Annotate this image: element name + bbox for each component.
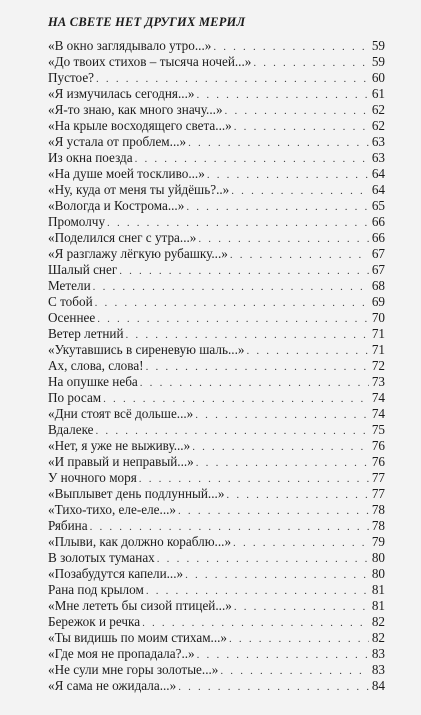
toc-entry-title: «Дни стоят всё дольше...» — [48, 406, 194, 421]
toc-entry — [48, 102, 385, 118]
toc-entry-title: У ночного моря — [48, 470, 137, 485]
toc-entry-page-number: 67 — [371, 262, 385, 277]
toc-entry-title: «Мне лететь бы сизой птицей...» — [48, 598, 232, 613]
dot-leader — [93, 279, 369, 295]
toc-entry — [48, 518, 385, 534]
toc-entry-title: «Плыви, как должно кораблю...» — [48, 534, 232, 549]
toc-entry-page-number: 78 — [371, 518, 385, 533]
toc-entry — [48, 486, 385, 502]
toc-entry — [48, 38, 385, 54]
dot-leader — [207, 167, 369, 183]
toc-entry-page-number: 79 — [371, 534, 385, 549]
toc-entry-page-number: 70 — [371, 310, 385, 325]
dot-leader — [142, 615, 369, 631]
toc-entry — [48, 70, 385, 86]
dot-leader — [196, 87, 369, 103]
toc-entry-title: Из окна поезда — [48, 150, 133, 165]
dot-leader — [186, 199, 369, 215]
toc-entry-page-number: 74 — [371, 406, 385, 421]
dot-leader — [107, 215, 369, 231]
toc-entry — [48, 502, 385, 518]
toc-entry — [48, 182, 385, 198]
dot-leader — [90, 519, 369, 535]
dot-leader — [197, 647, 369, 663]
toc-entry — [48, 374, 385, 390]
section-heading: НА СВЕТЕ НЕТ ДРУГИХ МЕРИЛ — [48, 15, 246, 29]
toc-entry-page-number: 75 — [371, 422, 385, 437]
toc-entry-page-number: 73 — [371, 374, 385, 389]
toc-entry-page-number: 59 — [371, 54, 385, 69]
toc-entry — [48, 422, 385, 438]
toc-entry — [48, 54, 385, 70]
dot-leader — [96, 71, 369, 87]
toc-entry-title: «Я измучилась сегодня...» — [48, 86, 195, 101]
toc-entry — [48, 630, 385, 646]
toc-entry — [48, 566, 385, 582]
dot-leader — [198, 231, 369, 247]
toc-entry-page-number: 60 — [371, 70, 385, 85]
toc-entry — [48, 86, 385, 102]
dot-leader — [140, 375, 369, 391]
toc-entry-page-number: 78 — [371, 502, 385, 517]
toc-entry-title: Рана под крылом — [48, 582, 144, 597]
toc-entry-page-number: 66 — [371, 214, 385, 229]
table-of-contents — [48, 38, 385, 694]
toc-entry-page-number: 84 — [371, 678, 385, 693]
toc-entry — [48, 134, 385, 150]
toc-entry-title: «На душе моей тоскливо...» — [48, 166, 205, 181]
toc-entry-page-number: 61 — [371, 86, 385, 101]
dot-leader — [230, 247, 369, 263]
toc-entry — [48, 646, 385, 662]
toc-entry — [48, 262, 385, 278]
toc-entry-page-number: 59 — [371, 38, 385, 53]
toc-entry-page-number: 63 — [371, 134, 385, 149]
toc-entry — [48, 406, 385, 422]
toc-entry — [48, 470, 385, 486]
dot-leader — [246, 343, 369, 359]
toc-entry-page-number: 64 — [371, 166, 385, 181]
dot-leader — [196, 455, 369, 471]
toc-entry-title: «Не сули мне горы золотые...» — [48, 662, 219, 677]
dot-leader — [157, 551, 369, 567]
toc-entry-page-number: 77 — [371, 486, 385, 501]
dot-leader — [220, 663, 369, 679]
toc-entry-title: Рябина — [48, 518, 88, 533]
toc-entry — [48, 534, 385, 550]
toc-entry-title: По росам — [48, 390, 102, 405]
toc-entry-page-number: 80 — [371, 566, 385, 581]
dot-leader — [234, 119, 369, 135]
dot-leader — [213, 39, 369, 55]
toc-entry-title: «В окно заглядывало утро...» — [48, 38, 212, 53]
toc-entry — [48, 294, 385, 310]
toc-entry — [48, 326, 385, 342]
dot-leader — [178, 503, 369, 519]
toc-entry — [48, 390, 385, 406]
toc-entry-page-number: 82 — [371, 630, 385, 645]
toc-entry-page-number: 62 — [371, 118, 385, 133]
toc-entry — [48, 310, 385, 326]
toc-entry-page-number: 66 — [371, 230, 385, 245]
toc-entry-title: «Я-то знаю, как много значу...» — [48, 102, 223, 117]
toc-entry-page-number: 80 — [371, 550, 385, 565]
toc-entry-page-number: 83 — [371, 646, 385, 661]
toc-entry-title: «До твоих стихов – тысяча ночей...» — [48, 54, 252, 69]
toc-entry — [48, 278, 385, 294]
toc-entry-title: «Вологда и Кострома...» — [48, 198, 185, 213]
toc-entry — [48, 550, 385, 566]
toc-entry — [48, 678, 385, 694]
toc-entry-page-number: 67 — [371, 246, 385, 261]
toc-entry-title: Осеннее — [48, 310, 96, 325]
dot-leader — [226, 487, 369, 503]
toc-entry — [48, 358, 385, 374]
dot-leader — [178, 679, 369, 695]
toc-entry-title: Шалый снег — [48, 262, 118, 277]
toc-entry-title: «Я устала от проблем...» — [48, 134, 187, 149]
toc-entry-title: «Нет, я уже не выживу...» — [48, 438, 191, 453]
toc-entry-title: «Поделился снег с утра...» — [48, 230, 197, 245]
toc-entry-title: Вдалеке — [48, 422, 94, 437]
dot-leader — [135, 151, 369, 167]
toc-entry-title: Ах, слова, слова! — [48, 358, 144, 373]
dot-leader — [185, 567, 369, 583]
toc-entry-page-number: 65 — [371, 198, 385, 213]
toc-entry — [48, 214, 385, 230]
toc-entry-page-number: 82 — [371, 614, 385, 629]
toc-entry — [48, 230, 385, 246]
toc-entry — [48, 166, 385, 182]
dot-leader — [253, 55, 369, 71]
dot-leader — [96, 423, 369, 439]
dot-leader — [97, 311, 369, 327]
toc-entry-page-number: 63 — [371, 150, 385, 165]
toc-entry — [48, 582, 385, 598]
dot-leader — [234, 599, 369, 615]
toc-entry-page-number: 64 — [371, 182, 385, 197]
toc-entry-page-number: 72 — [371, 358, 385, 373]
toc-entry-title: В золотых туманах — [48, 550, 155, 565]
toc-entry-title: На опушке неба — [48, 374, 138, 389]
toc-entry-page-number: 74 — [371, 390, 385, 405]
toc-entry-page-number: 68 — [371, 278, 385, 293]
toc-entry — [48, 118, 385, 134]
toc-entry-title: «Ну, куда от меня ты уйдёшь?..» — [48, 182, 230, 197]
toc-entry-title: «Я сама не ожидала...» — [48, 678, 177, 693]
toc-entry — [48, 598, 385, 614]
toc-entry-title: «Я разглажу лёгкую рубашку...» — [48, 246, 228, 261]
toc-entry — [48, 342, 385, 358]
toc-entry-title: «На крыле восходящего света...» — [48, 118, 232, 133]
toc-entry-page-number: 71 — [371, 342, 385, 357]
dot-leader — [139, 471, 369, 487]
toc-entry-page-number: 69 — [371, 294, 385, 309]
toc-entry-title: «Позабудутся капели...» — [48, 566, 184, 581]
toc-entry-page-number: 81 — [371, 582, 385, 597]
dot-leader — [188, 135, 369, 151]
dot-leader — [146, 583, 369, 599]
dot-leader — [225, 103, 369, 119]
toc-entry-page-number: 62 — [371, 102, 385, 117]
toc-entry — [48, 246, 385, 262]
toc-entry-title: Метели — [48, 278, 91, 293]
toc-entry-title: «Ты видишь по моим стихам...» — [48, 630, 228, 645]
toc-entry — [48, 198, 385, 214]
dot-leader — [192, 439, 369, 455]
dot-leader — [146, 359, 369, 375]
dot-leader — [233, 535, 369, 551]
toc-entry-page-number: 77 — [371, 470, 385, 485]
toc-entry-title: «Где моя не пропадала?..» — [48, 646, 195, 661]
dot-leader — [126, 327, 369, 343]
toc-entry-page-number: 81 — [371, 598, 385, 613]
toc-entry — [48, 614, 385, 630]
toc-entry-title: «И правый и неправый...» — [48, 454, 194, 469]
dot-leader — [103, 391, 369, 407]
dot-leader — [119, 263, 369, 279]
toc-entry — [48, 662, 385, 678]
dot-leader — [195, 407, 369, 423]
toc-entry-page-number: 76 — [371, 438, 385, 453]
toc-entry-page-number: 83 — [371, 662, 385, 677]
toc-entry — [48, 438, 385, 454]
toc-entry-title: С тобой — [48, 294, 93, 309]
toc-entry-title: Промолчу — [48, 214, 106, 229]
dot-leader — [229, 631, 369, 647]
toc-entry-title: «Выплывет день подлунный...» — [48, 486, 225, 501]
toc-entry-page-number: 76 — [371, 454, 385, 469]
toc-entry-title: «Тихо-тихо, еле-еле...» — [48, 502, 177, 517]
toc-entry — [48, 454, 385, 470]
dot-leader — [231, 183, 369, 199]
toc-entry-title: Ветер летний — [48, 326, 124, 341]
dot-leader — [95, 295, 369, 311]
toc-entry-title: Бережок и речка — [48, 614, 141, 629]
toc-entry-title: «Укутавшись в сиреневую шаль...» — [48, 342, 245, 357]
toc-entry — [48, 150, 385, 166]
toc-entry-page-number: 71 — [371, 326, 385, 341]
toc-entry-title: Пустое? — [48, 70, 95, 85]
